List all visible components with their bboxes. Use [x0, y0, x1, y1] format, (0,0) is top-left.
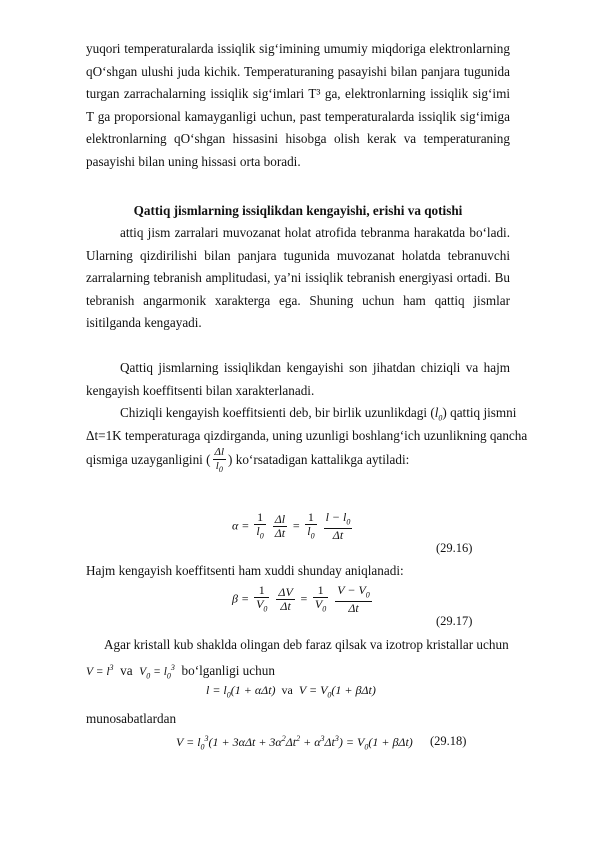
paragraph-expansion-intro: Qattiq jismlarning issiqlikdan kengayishi son jihatdan chiziqli va hajm kengayish koeffitsenti bilan xarakterlanadi. — [86, 360, 510, 398]
equation-number-29-16: (29.16) — [436, 541, 473, 555]
equation-29-16: α = $\frac{1}{l_0}$ $\frac{\Delta l}{\Delta t}$ = $\frac{1}{l_0}$ $\frac{l - l_0}{\Delta t}$ — [232, 510, 351, 543]
equation-number-29-17: (29.17) — [436, 614, 473, 628]
l0-symbol: $l_0$ — [434, 405, 443, 423]
paragraph-cube-line1: Agar kristall kub shaklda olingan deb faraz qilsak va izotrop kristallar uchun — [104, 637, 509, 652]
paragraph-volume-coef: Hajm kengayish koeffitsenti ham xuddi shunday aniqlanadi: — [86, 563, 404, 578]
paragraph-linear-coef-line3: qismiga uzayganligini ( $\frac{\Delta l}{l_0}$ ) ko‘rsatadigan kattalikga aytiladi: — [86, 446, 410, 475]
paragraph-cube-line2: $V = l^3$ va $V_0 = l_0^3$ bo‘lganligi uchun — [86, 662, 275, 681]
section-heading: Qattiq jismlarning issiqlikdan kengayishi, erishi va qotishi — [133, 203, 463, 218]
paragraph-linear-coef-line1: Chiziqli kengayish koeffitsienti deb, bir birlik uzunlikdagi $(l_0)$ qattiq jismni — [120, 405, 517, 423]
paragraph-vibration: attiq jism zarralari muvozanat holat atrofida tebranma harakatda bo‘ladi. Ularning qizdirilishi bilan panjara tugunida muvozanat holatda tebranuvchi zarralarning tebranish amplitudasi, ya’ni issiqlik tebranish energiyasi ortadi. Bu tebranish angarmonik xarakterga ega. Shuning uchun ham qattiq jismlar isitilganda kengayadi. — [86, 225, 510, 330]
equation-29-17: β = $\frac{1}{V_0}$ $\frac{\Delta V}{\Delta t}$ = $\frac{1}{V_0}$ $\frac{V - V_0}{\Delta t}$ — [232, 583, 370, 616]
equation-l-and-v: $l = l_0(1 + \alpha\Delta t)$ va $V = V_0(1 + \beta\Delta t)$ — [206, 683, 376, 700]
equation-number-29-18: (29.18) — [430, 734, 467, 748]
equation-29-18: $V = l_0^3(1 + 3\alpha\Delta t + 3\alpha^2\Delta t^2 + \alpha^3\Delta t^3) = V_0(1 + \beta\Delta t)$ — [176, 734, 413, 752]
paragraph-relations: munosabatlardan — [86, 711, 177, 726]
paragraph-heat-capacity: yuqori temperaturalarda issiqlik sig‘imining umumiy miqdoriga elektronlarning qO‘shgan ulushi juda kichik. Temperaturaning pasayishi bilan panjara tugunida turgan zarrachalarning issiqlik sig‘imlari T³ ga, elektronlarning issiqlik sig‘imi T ga proporsional kamayganligi uchun, past temperaturalarda issiqlik sig‘imiga elektronlarning qO‘shgan hissasini hisobga olish kerak va temperaturaning pasayishi bilan uning hissasi orta boradi. — [86, 41, 510, 169]
paragraph-linear-coef-line2: Δt=1K temperaturaga qizdirganda, uning uzunligi boshlang‘ich uzunlikning qancha — [86, 428, 528, 443]
